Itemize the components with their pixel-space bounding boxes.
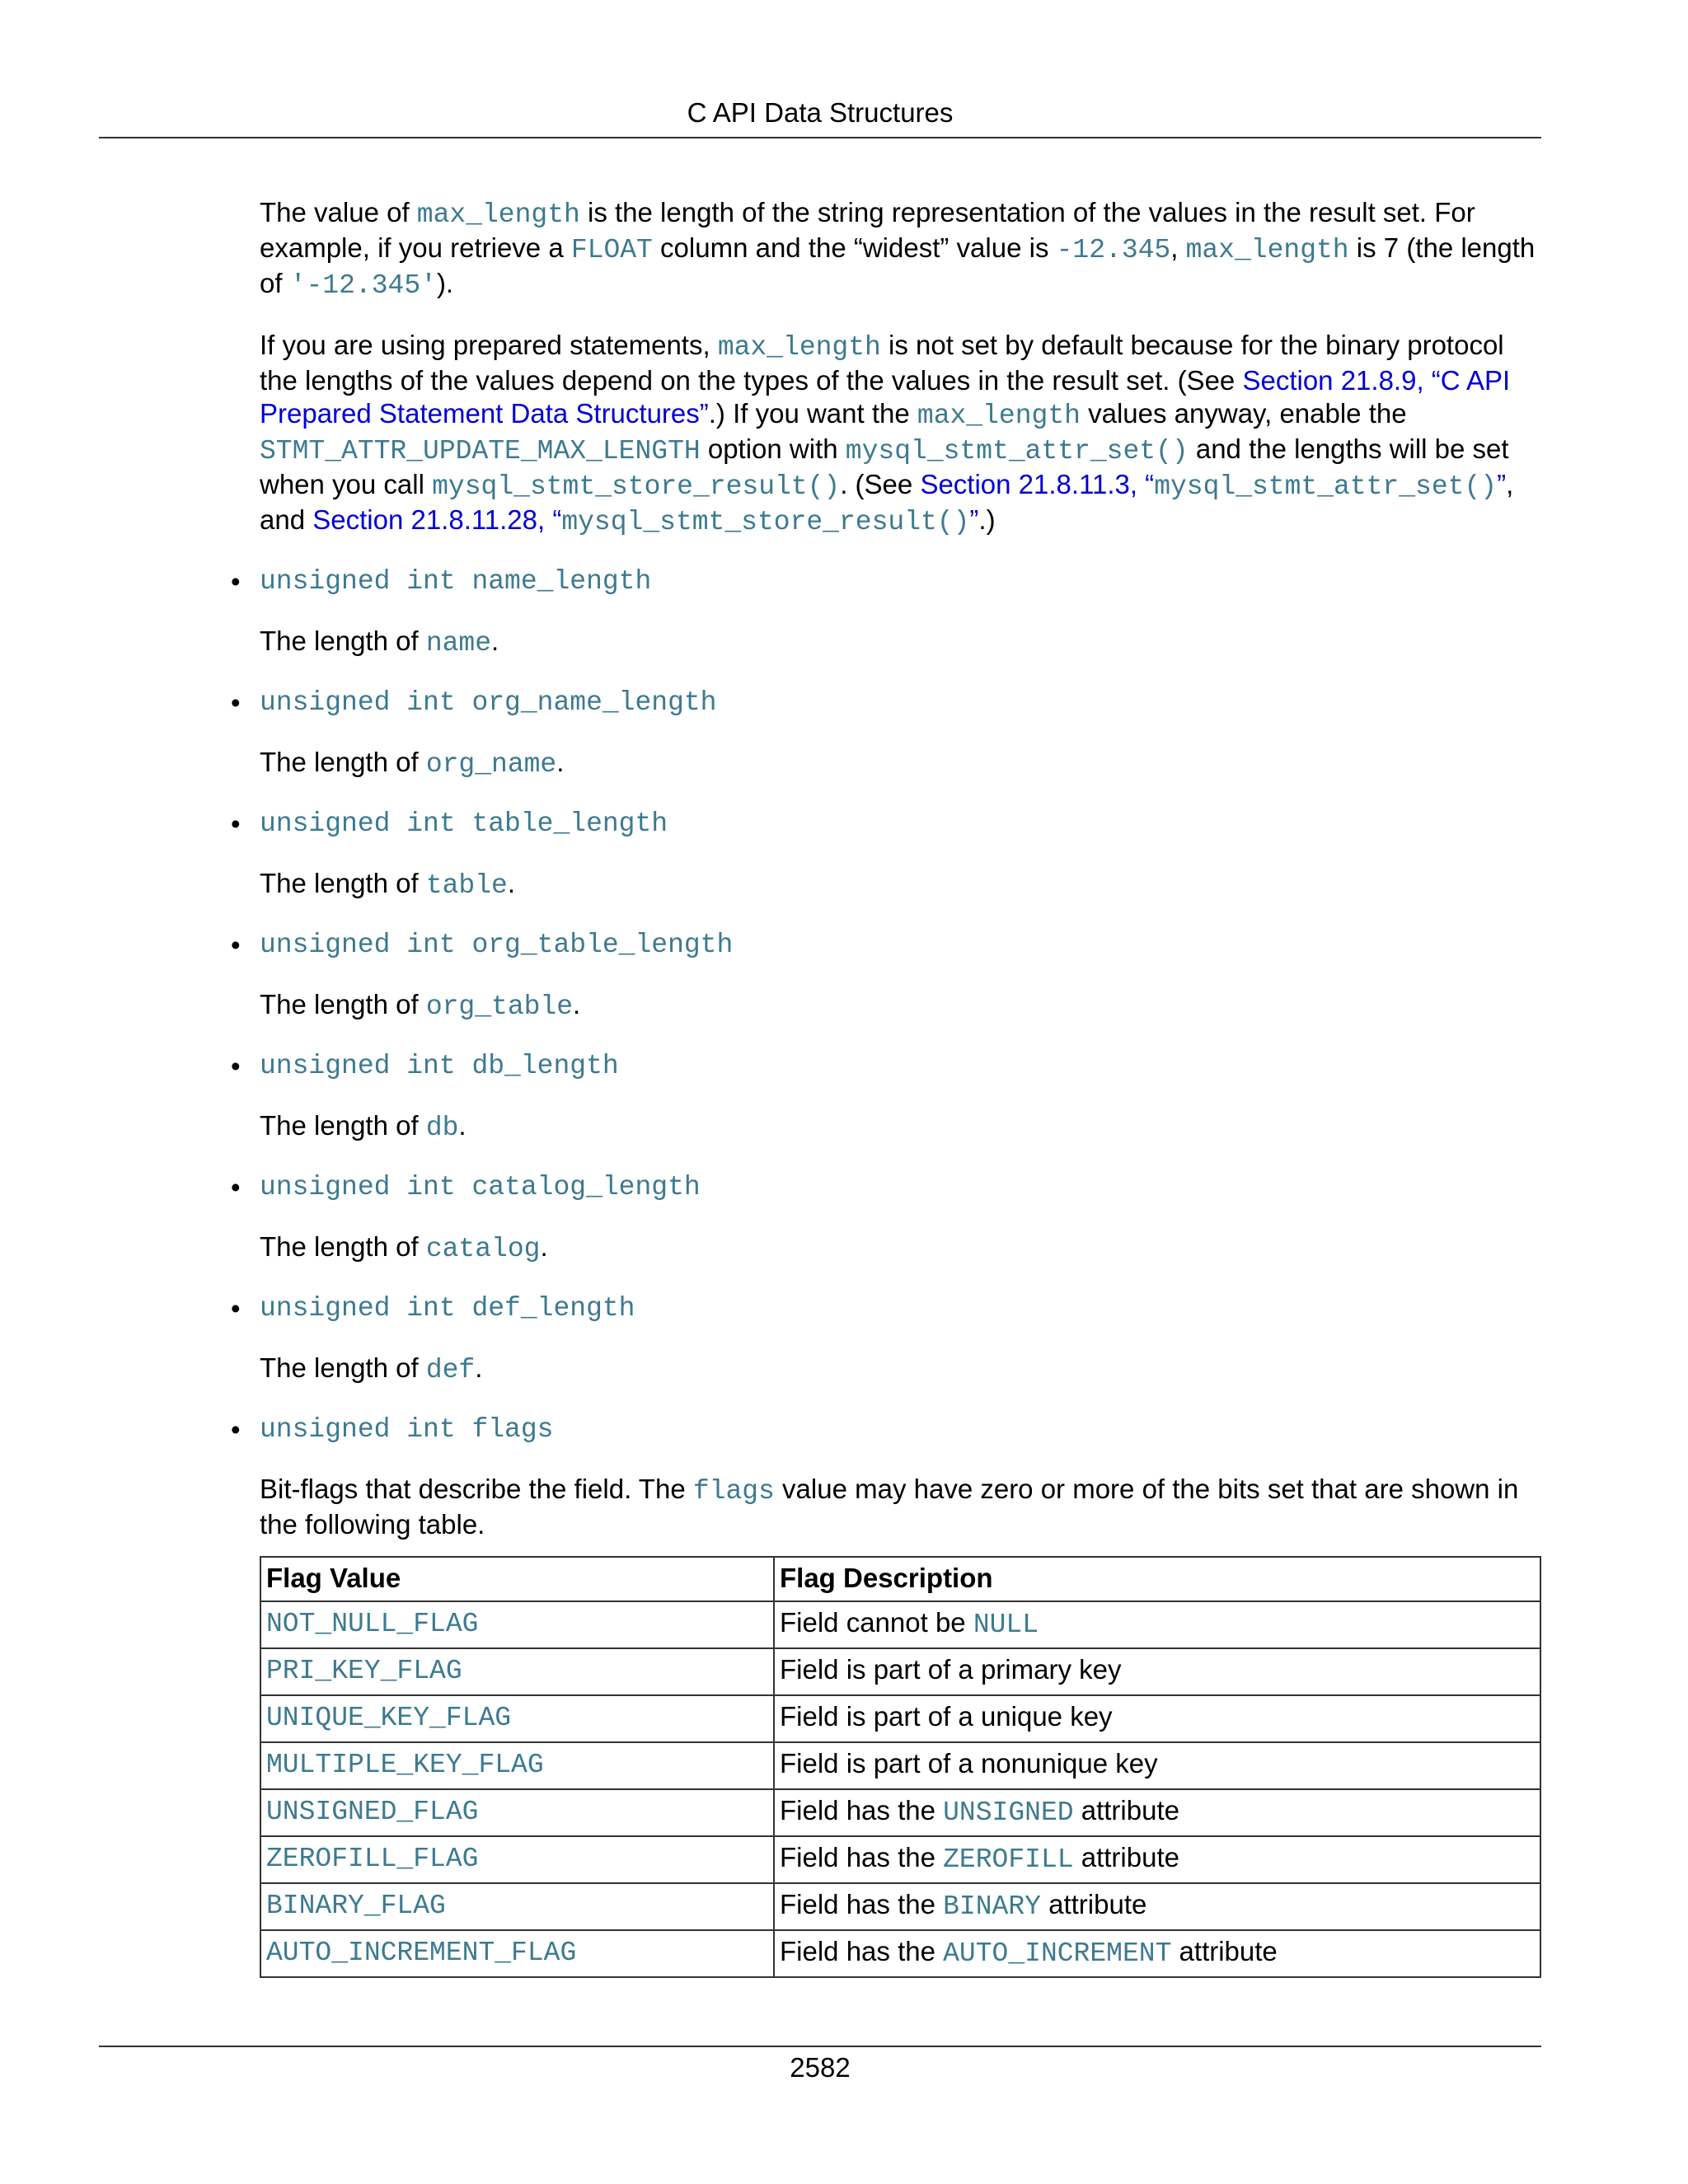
bullet: • [231, 1051, 241, 1081]
code-field-name: db [425, 1113, 459, 1143]
code-field-name: org_table [425, 991, 574, 1022]
table-row [260, 1695, 1540, 1742]
flags-table [260, 1556, 1541, 1978]
link-text: Section 21.8.11.28, “ [312, 504, 562, 535]
link-text: ” [969, 504, 979, 535]
link-section-21-8-11-28[interactable] [312, 504, 978, 535]
text: ). [436, 268, 454, 298]
flag-description-cell [774, 1930, 1540, 1977]
code-attribute: ZEROFILL [943, 1844, 1074, 1875]
text: . [491, 626, 499, 656]
prepared-statements-paragraph [260, 329, 1541, 539]
code-quoted-value: '-12.345' [289, 270, 437, 301]
field-description [260, 1109, 1541, 1145]
field-declaration: unsigned int org_name_length [260, 687, 717, 718]
field-description [260, 746, 1541, 781]
list-item [231, 1171, 1541, 1266]
text: The length of [260, 868, 426, 898]
flag-value-cell: UNSIGNED_FLAG [260, 1789, 774, 1836]
text: . [540, 1231, 548, 1262]
code-field-name: catalog [425, 1234, 541, 1264]
text: The value of [260, 197, 417, 227]
field-description [260, 1230, 1541, 1266]
text: . [556, 747, 565, 777]
code-field-name: table [425, 870, 508, 901]
table-row [260, 1601, 1540, 1648]
flag-value-cell: NOT_NULL_FLAG [260, 1601, 774, 1648]
text: Field has the [780, 1889, 944, 1919]
code-field-name: org_name [425, 749, 557, 780]
bullet: • [231, 1293, 241, 1324]
flag-description-cell [774, 1789, 1540, 1836]
link-section-21-8-9[interactable]: Section 21.8.9, “C API Prepared Statement Data Structures” [260, 365, 1511, 429]
field-description [260, 867, 1541, 902]
table-row [260, 1836, 1540, 1883]
link-section-21-8-11-3[interactable] [920, 469, 1507, 502]
text: Field is part of a unique key [780, 1701, 1113, 1732]
list-item [231, 1050, 1541, 1145]
table-row [260, 1930, 1540, 1977]
flag-description-cell [774, 1836, 1540, 1883]
code-max-length: max_length [416, 199, 580, 230]
list-item [231, 687, 1541, 781]
field-list [231, 565, 1541, 1387]
link-text: Section 21.8.11.3, “ [920, 469, 1155, 499]
text: is not set by default because for the binary protocol the lengths of the values depend on the types of the values in the result set. (See [260, 330, 1504, 396]
flag-value-cell: MULTIPLE_KEY_FLAG [260, 1742, 774, 1789]
bullet: • [231, 930, 241, 960]
text: values anyway, enable the [1080, 398, 1407, 429]
text: option with [700, 434, 846, 464]
header-flag-value: Flag Value [260, 1557, 774, 1601]
flag-description-cell [774, 1695, 1540, 1742]
list-item-flags [231, 1413, 1541, 1978]
text: Field has the [780, 1936, 944, 1966]
flag-value-cell: ZEROFILL_FLAG [260, 1836, 774, 1883]
text: attribute [1171, 1936, 1278, 1966]
flag-description-cell [774, 1883, 1540, 1930]
code-flags: flags [692, 1476, 775, 1507]
text: . [507, 868, 516, 898]
flag-value-cell: AUTO_INCREMENT_FLAG [260, 1930, 774, 1977]
field-declaration: unsigned int def_length [260, 1293, 635, 1324]
text: . (See [840, 469, 921, 499]
text: If you are using prepared statements, [260, 330, 718, 360]
table-row [260, 1789, 1540, 1836]
text: , and [260, 469, 1514, 535]
code-attribute: BINARY [943, 1891, 1041, 1922]
list-item [231, 1292, 1541, 1387]
text: is 7 (the length of [260, 232, 1536, 298]
bullet: • [231, 566, 241, 597]
field-declaration: unsigned int org_table_length [260, 930, 734, 960]
text: Field is part of a nonunique key [780, 1748, 1158, 1779]
field-declaration: unsigned int db_length [260, 1051, 619, 1081]
code-attribute: UNSIGNED [943, 1797, 1074, 1828]
text: .) [978, 504, 996, 535]
code-attr-set-fn: mysql_stmt_attr_set() [845, 436, 1189, 466]
text: The length of [260, 1231, 426, 1262]
max-length-paragraph [260, 196, 1541, 302]
text: Field is part of a primary key [780, 1654, 1122, 1685]
field-description [260, 1473, 1541, 1541]
field-description [260, 625, 1541, 660]
flag-value-cell: UNIQUE_KEY_FLAG [260, 1695, 774, 1742]
text: The length of [260, 1352, 426, 1383]
text: . [475, 1352, 483, 1383]
link-code: mysql_stmt_attr_set() [1154, 471, 1498, 502]
text: Bit-flags that describe the field. The [260, 1474, 693, 1504]
text: . [458, 1110, 467, 1141]
table-row [260, 1742, 1540, 1789]
text: The length of [260, 747, 426, 777]
header-divider [99, 137, 1541, 138]
text: attribute [1073, 1842, 1179, 1872]
code-stmt-attr: STMT_ATTR_UPDATE_MAX_LENGTH [260, 436, 701, 466]
text: value may have zero or more of the bits set that are shown in the following table. [260, 1474, 1519, 1540]
text: . [573, 989, 581, 1019]
text: The length of [260, 989, 426, 1019]
list-item [231, 808, 1541, 902]
code-store-result-fn: mysql_stmt_store_result() [432, 471, 841, 502]
list-item [231, 565, 1541, 660]
field-declaration: unsigned int name_length [260, 566, 652, 597]
table-row [260, 1883, 1540, 1930]
bullet: • [231, 1414, 241, 1445]
flag-description-cell [774, 1742, 1540, 1789]
field-description [260, 1352, 1541, 1387]
footer-divider [99, 2046, 1541, 2047]
text: .) If you want the [708, 398, 917, 429]
text: Field has the [780, 1795, 944, 1825]
flag-value-cell: PRI_KEY_FLAG [260, 1648, 774, 1695]
list-item [231, 929, 1541, 1024]
header-flag-description: Flag Description [774, 1557, 1540, 1601]
text: , [1170, 232, 1186, 263]
text: column and the “widest” value is [652, 232, 1057, 263]
flag-value-cell: BINARY_FLAG [260, 1883, 774, 1930]
flag-description-cell [774, 1601, 1540, 1648]
code-max-length: max_length [1185, 235, 1349, 265]
field-declaration: unsigned int flags [260, 1414, 554, 1445]
text: Field has the [780, 1842, 944, 1872]
text: and the lengths will be set when you call [260, 434, 1509, 499]
bullet: • [231, 1172, 241, 1202]
table-header-row [260, 1557, 1540, 1601]
text: attribute [1040, 1889, 1147, 1919]
bullet: • [231, 687, 241, 718]
code-max-length: max_length [917, 401, 1081, 431]
main-content [231, 196, 1541, 1978]
text: is the length of the string representation of the values in the result set. For example, if you retrieve a [260, 197, 1475, 263]
bullet: • [231, 808, 241, 839]
text: The length of [260, 626, 426, 656]
text: The length of [260, 1110, 426, 1141]
link-code: mysql_stmt_store_result() [561, 507, 970, 537]
link-text: ” [1497, 469, 1507, 499]
page-number: 2582 [790, 2052, 851, 2083]
code-attribute: AUTO_INCREMENT [943, 1938, 1172, 1969]
code-max-length: max_length [717, 332, 881, 363]
text: Field cannot be [780, 1607, 973, 1638]
code-field-name: def [425, 1355, 476, 1385]
code-float: FLOAT [570, 235, 653, 265]
field-declaration: unsigned int table_length [260, 808, 668, 839]
code-field-name: name [425, 628, 492, 658]
page-header-title: C API Data Structures [687, 97, 954, 128]
field-description [260, 988, 1541, 1024]
text: attribute [1073, 1795, 1179, 1825]
flag-description-cell [774, 1648, 1540, 1695]
table-row [260, 1648, 1540, 1695]
code-value: -12.345 [1056, 235, 1171, 265]
code-attribute: NULL [973, 1610, 1039, 1640]
field-declaration: unsigned int catalog_length [260, 1172, 701, 1202]
